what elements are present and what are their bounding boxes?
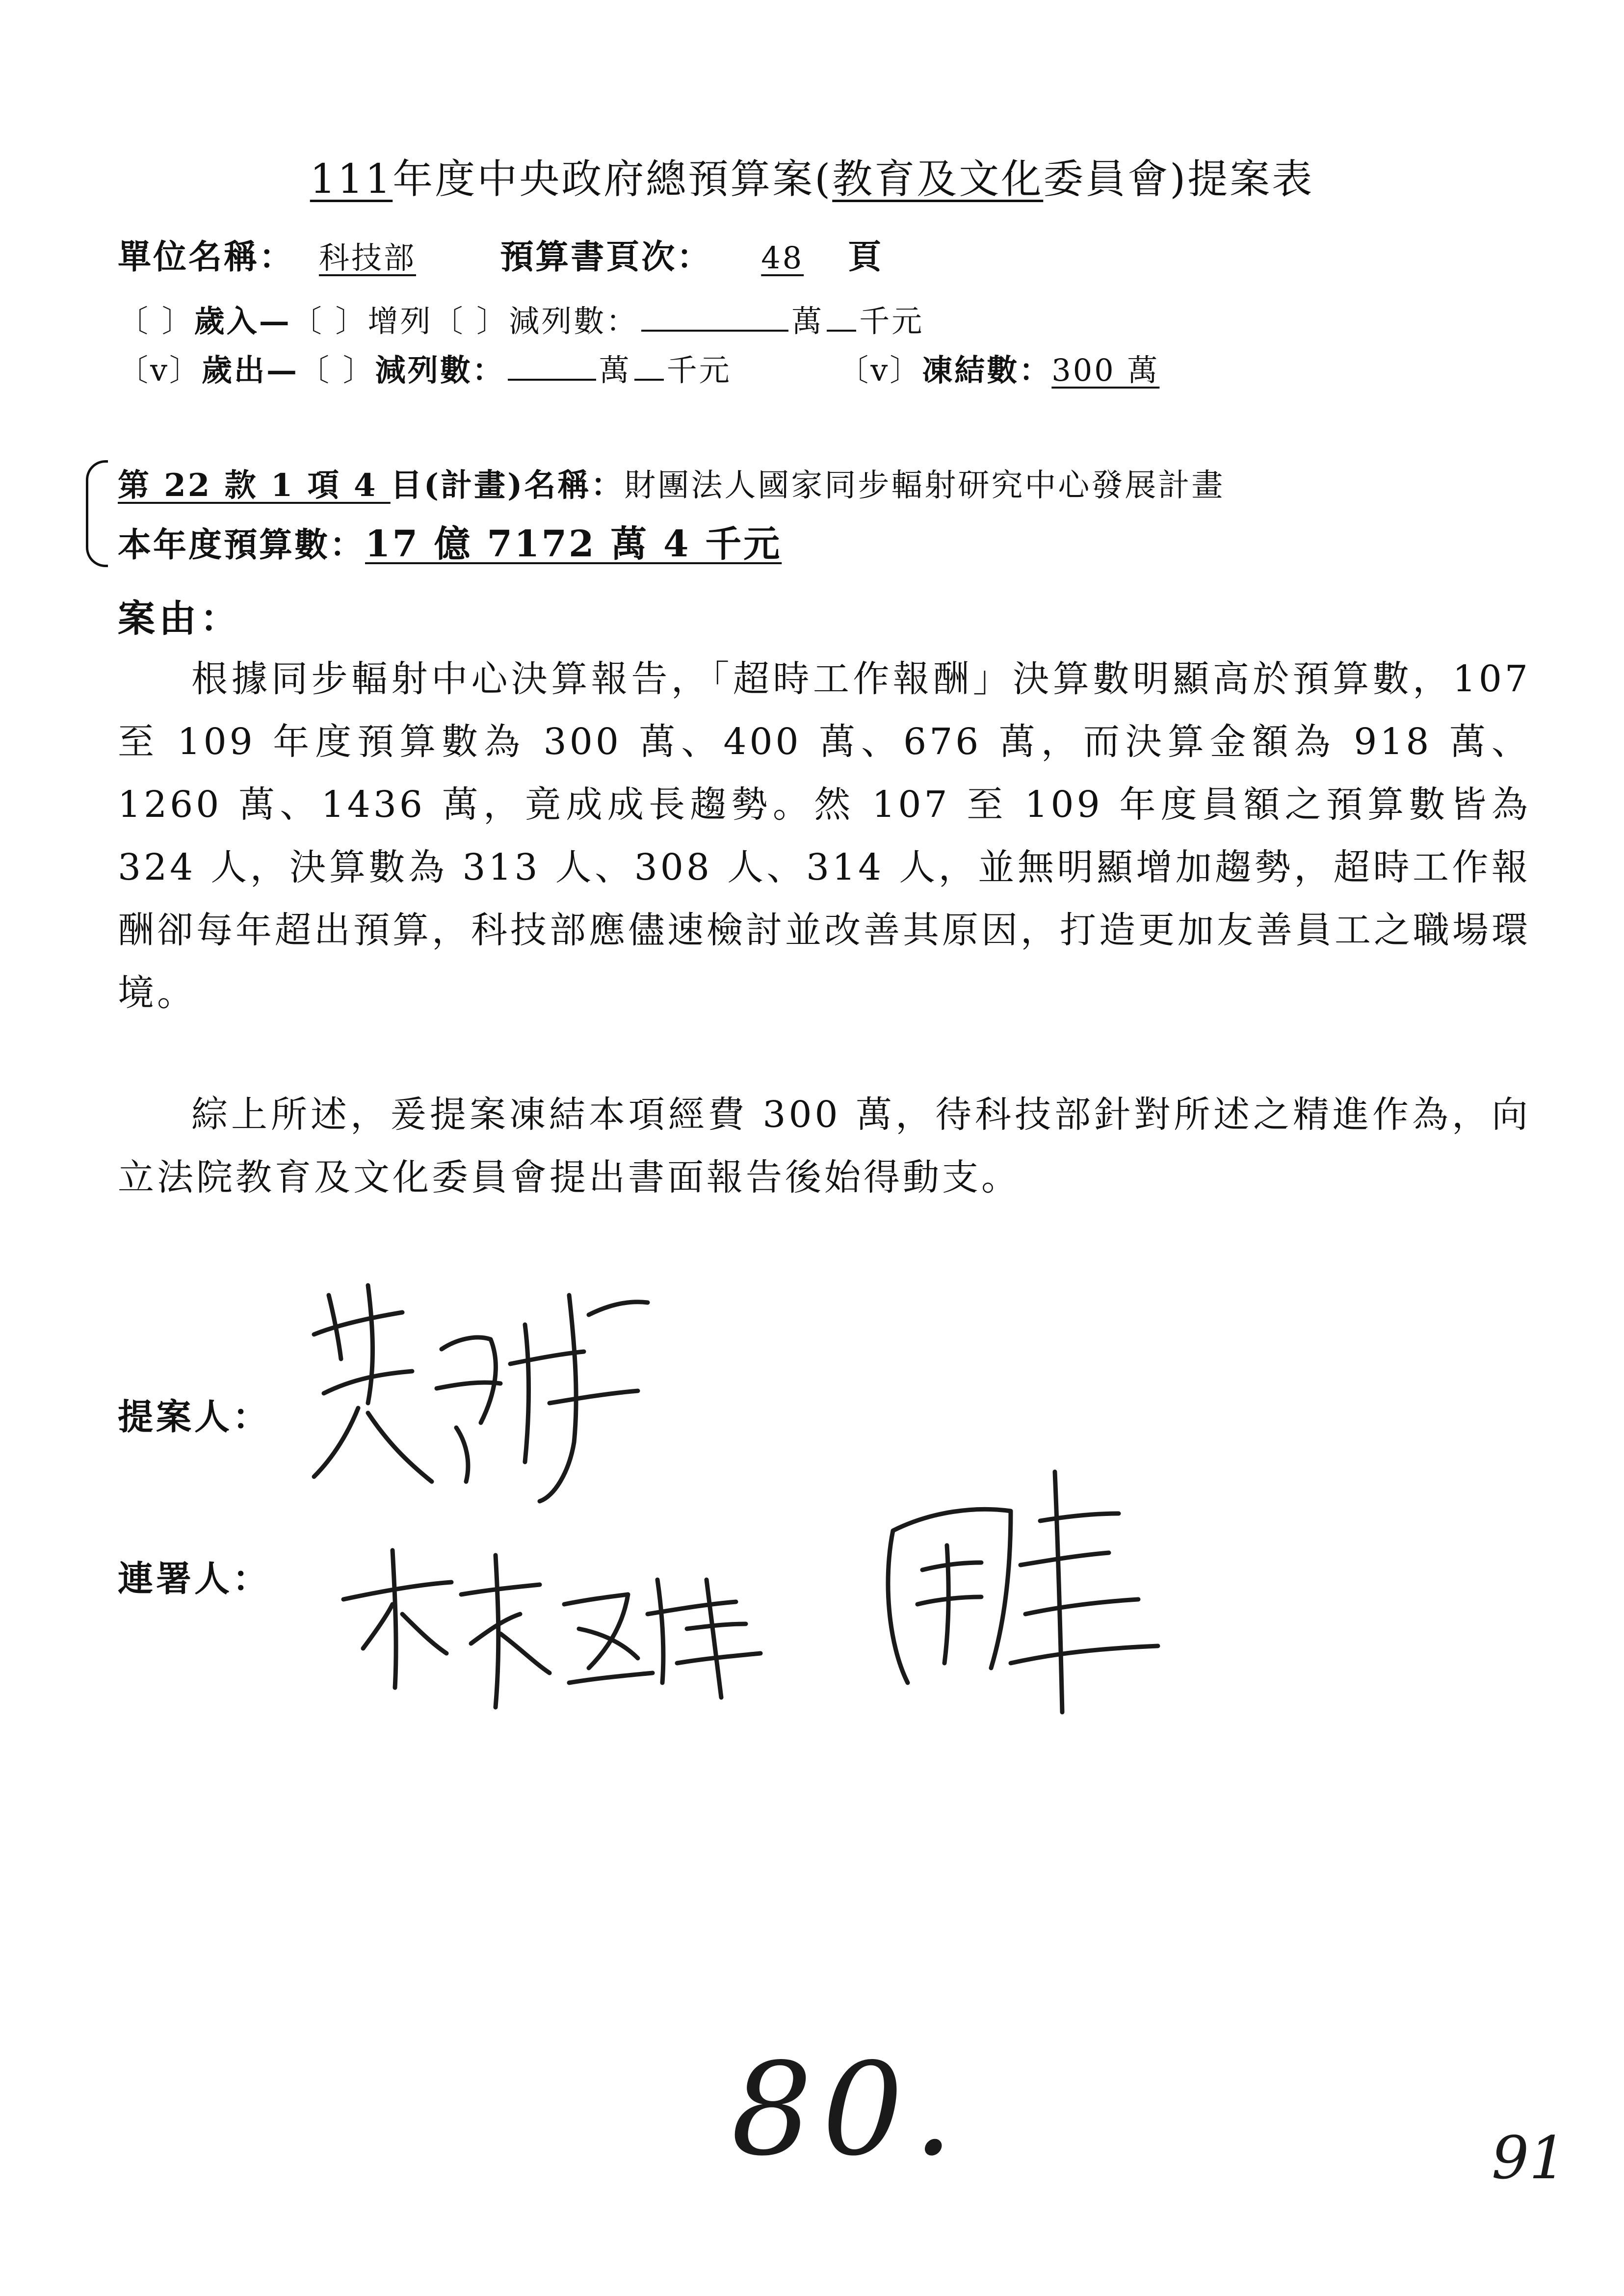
item-code: 第 22 款 1 項 4 <box>118 467 391 504</box>
budget-value: 17 億 7172 萬 4 千元 <box>365 523 782 565</box>
page-ref-label: 預算書頁次： <box>500 237 712 277</box>
expense-label: 歲出— <box>202 352 299 388</box>
freeze-checkbox: 〔v〕 <box>838 352 922 388</box>
cosigner-signature-1 <box>334 1521 775 1727</box>
revenue-cut-checkbox: 〔 〕 <box>432 303 509 339</box>
revenue-checkbox: 〔 〕 <box>118 303 194 339</box>
expense-wan: 萬 <box>599 352 631 388</box>
revenue-qian: 千元 <box>859 303 924 339</box>
revenue-cut-label: 減列數： <box>509 303 639 339</box>
revenue-add-checkbox: 〔 〕 <box>291 303 368 339</box>
revenue-cut-blank <box>641 329 788 332</box>
freeze-value: 300 萬 <box>1051 352 1160 388</box>
proposer-label: 提案人： <box>118 1396 271 1437</box>
proposer-signature <box>294 1266 667 1521</box>
page-title <box>0 147 1624 205</box>
expense-cut-label: 減列數： <box>375 352 505 388</box>
revenue-line <box>118 297 924 340</box>
item-bracket <box>86 460 108 567</box>
item-name-label: 目(計畫)名稱： <box>390 467 625 504</box>
title-committee: 教育及文化 <box>832 156 1044 203</box>
revenue-qian-blank <box>827 329 856 332</box>
reason-paragraph-1: 根據同步輻射中心決算報告，「超時工作報酬」決算數明顯高於預算數，107 至 109 年度預算數為 300 萬、400 萬、676 萬，而決算金額為 918 萬、1260 萬、1436 萬，竟成成長趨勢。然 107 至 109 年度員額之預算數皆為 324 人，決算數為 313 人、308 人、314 人，並無明顯增加趨勢，超時工作報酬卻每年超出預算，科技部應儘速檢討並改善其原因，打造更加友善員工之職場環境。 <box>118 658 1531 1014</box>
unit-value: 科技部 <box>319 240 417 276</box>
expense-line <box>118 346 1159 390</box>
expense-cut-blank <box>508 378 596 381</box>
expense-qian: 千元 <box>666 352 732 388</box>
page-ref-value: 48 <box>761 240 804 276</box>
item-budget-row <box>118 515 782 567</box>
revenue-label: 歲入— <box>194 303 291 339</box>
reason-heading: 案由： <box>118 597 241 640</box>
budget-label: 本年度預算數： <box>118 525 366 565</box>
revenue-add-label: 增列 <box>367 303 433 339</box>
title-part2: 委員會)提案表 <box>1043 156 1314 203</box>
page-ref-suffix: 頁 <box>848 237 884 277</box>
page-number: 91 <box>1492 2124 1567 2192</box>
expense-checkbox: 〔v〕 <box>118 352 202 388</box>
cosigner-label: 連署人： <box>118 1558 271 1599</box>
item-name-value: 財團法人國家同步輻射研究中心發展計畫 <box>624 468 1225 504</box>
unit-label: 單位名稱： <box>118 237 295 277</box>
expense-qian-blank <box>634 378 664 381</box>
freeze-label: 凍結數： <box>922 352 1052 388</box>
unit-row <box>118 231 883 278</box>
title-part1: 年度中央政府總預算案( <box>393 156 833 203</box>
title-year: 111 <box>310 156 393 203</box>
reason-paragraph-2: 綜上所述，爰提案凍結本項經費 300 萬，待科技部針對所述之精進作為，向立法院教育及文化委員會提出書面報告後始得動支。 <box>118 1094 1531 1199</box>
reason-body <box>118 648 1531 1209</box>
cosigner-signature-2 <box>864 1457 1178 1722</box>
item-name-row <box>118 460 1225 505</box>
handwritten-number: 80. <box>731 2036 964 2184</box>
expense-cut-checkbox: 〔 〕 <box>299 352 375 388</box>
revenue-wan: 萬 <box>791 303 824 339</box>
